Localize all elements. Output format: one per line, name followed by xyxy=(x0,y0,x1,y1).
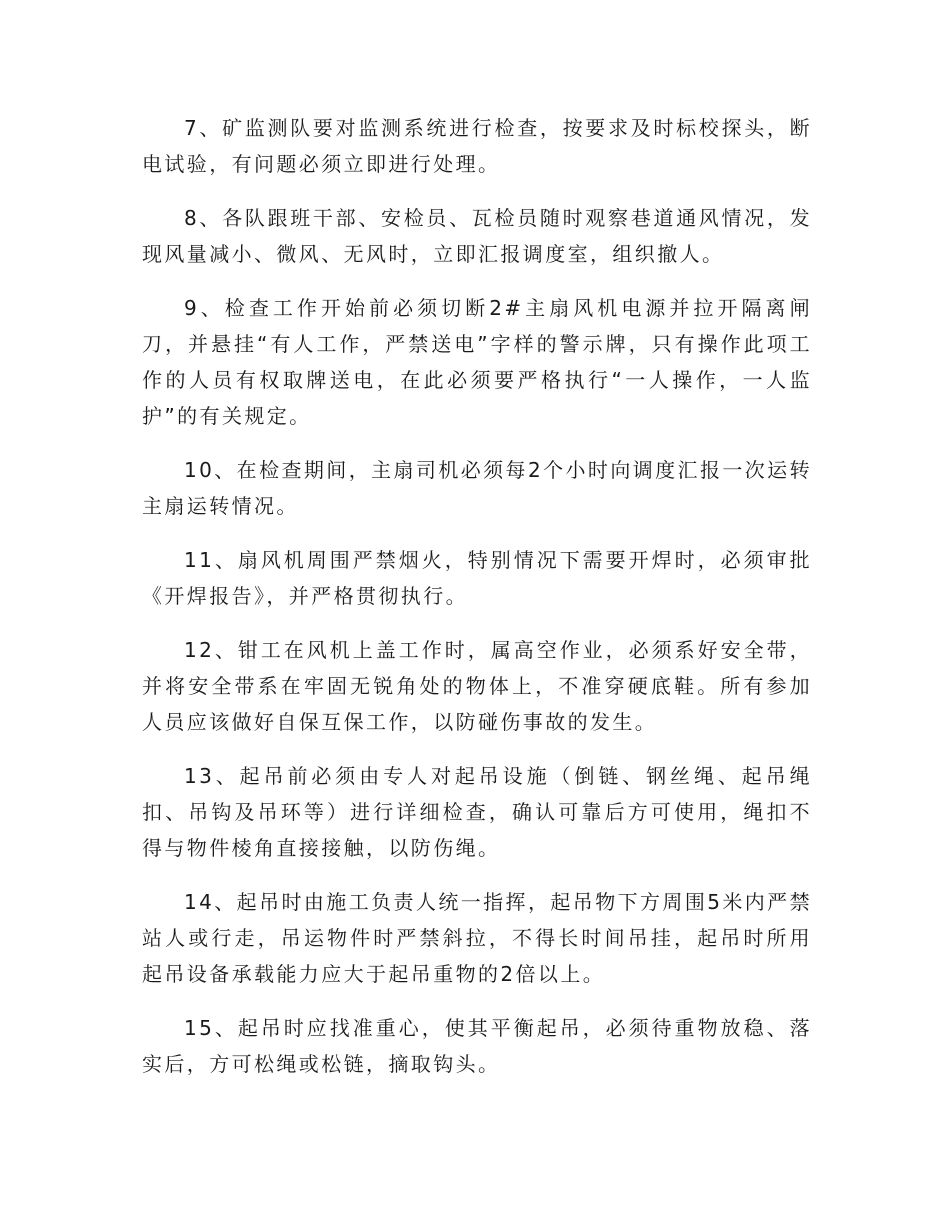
paragraph-item-8: 8、各队跟班干部、安检员、瓦检员随时观察巷道通风情况，发现风量减小、微风、无风时，立即汇报调度室，组织撤人。 xyxy=(142,206,812,266)
paragraph-item-11: 11、扇风机周围严禁烟火，特别情况下需要开焊时，必须审批《开焊报告》，并严格贯彻执行。 xyxy=(142,548,812,608)
paragraph-item-14: 14、起吊时由施工负责人统一指挥，起吊物下方周围5米内严禁站人或行走，吊运物件时严禁斜拉，不得长时间吊挂，起吊时所用起吊设备承载能力应大于起吊重物的2倍以上。 xyxy=(142,890,812,986)
paragraph-item-12: 12、钳工在风机上盖工作时，属高空作业，必须系好安全带，并将安全带系在牢固无锐角处的物体上，不准穿硬底鞋。所有参加人员应该做好自保互保工作，以防碰伤事故的发生。 xyxy=(142,638,812,734)
paragraph-item-9: 9、检查工作开始前必须切断2#主扇风机电源并拉开隔离闸刀，并悬挂“有人工作，严禁送电”字样的警示牌，只有操作此项工作的人员有权取牌送电，在此必须要严格执行“一人操作，一人监护”的有关规定。 xyxy=(142,296,812,428)
paragraph-item-10: 10、在检查期间，主扇司机必须每2个小时向调度汇报一次运转主扇运转情况。 xyxy=(142,458,812,518)
paragraph-item-7: 7、矿监测队要对监测系统进行检查，按要求及时标校探头，断电试验，有问题必须立即进行处理。 xyxy=(142,116,812,176)
paragraph-item-15: 15、起吊时应找准重心，使其平衡起吊，必须待重物放稳、落实后，方可松绳或松链，摘取钩头。 xyxy=(142,1016,812,1076)
document-page xyxy=(142,110,812,1100)
paragraph-item-13: 13、起吊前必须由专人对起吊设施（倒链、钢丝绳、起吊绳扣、吊钩及吊环等）进行详细检查，确认可靠后方可使用，绳扣不得与物件棱角直接接触，以防伤绳。 xyxy=(142,764,812,860)
